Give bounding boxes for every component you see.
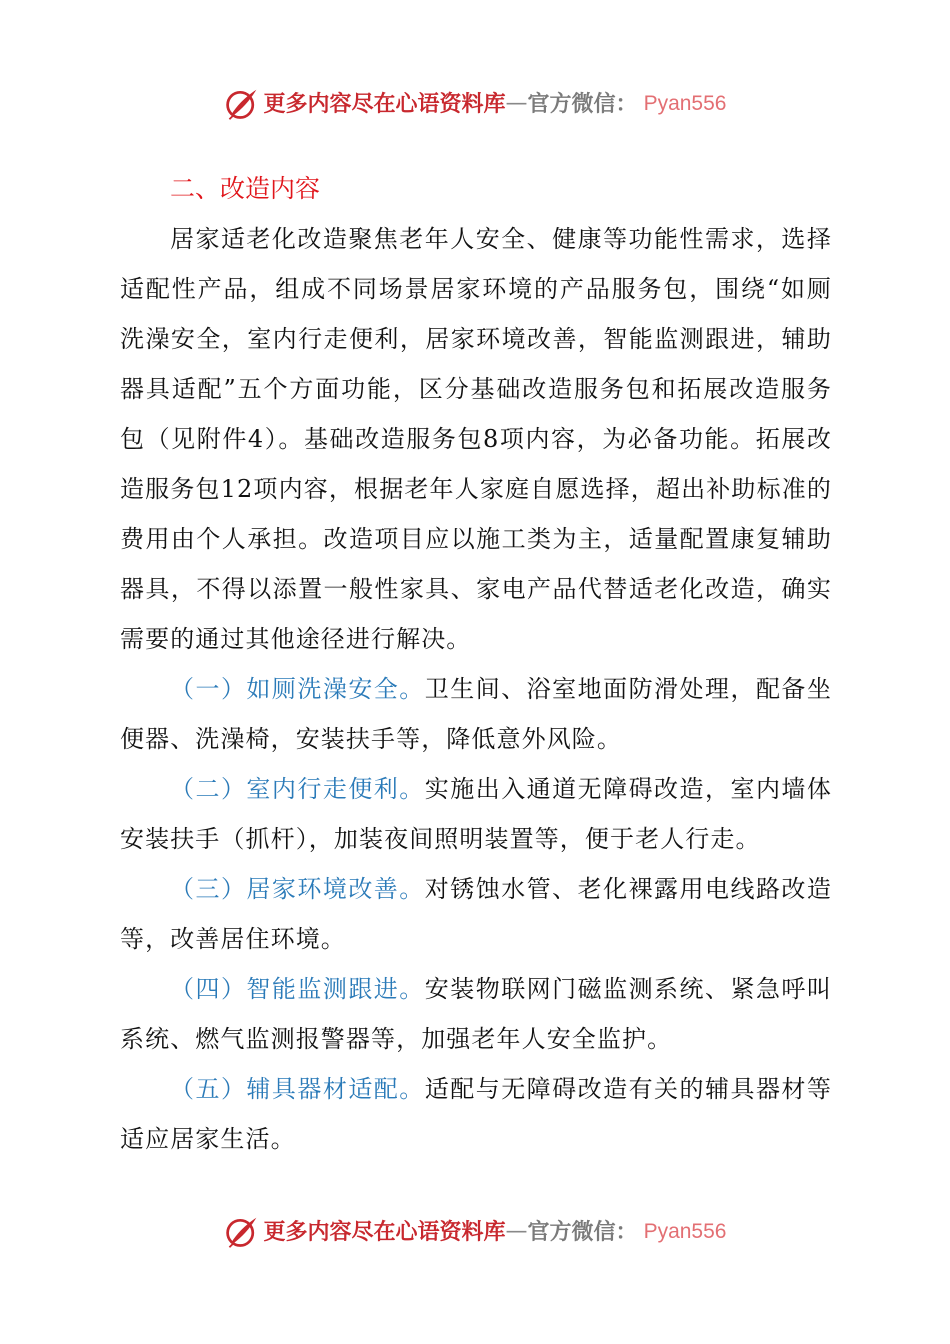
banner-wechat-id: Pyan556 <box>643 92 727 115</box>
item-body-3: 对锈蚀水管、老化裸露用电线路改造等，改善居住环境。 <box>120 875 832 953</box>
item-paragraph-2 <box>120 764 832 864</box>
item-paragraph-4 <box>120 964 832 1064</box>
item-paragraph-5 <box>120 1064 832 1164</box>
document-body <box>120 164 832 1164</box>
banner-main-text: 更多内容尽在心语资料库 <box>263 1219 506 1245</box>
item-body-5: 适配与无障碍改造有关的辅具器材等适应居家生活。 <box>120 1075 832 1153</box>
footer-watermark-banner <box>0 1214 950 1250</box>
banner-main-text: 更多内容尽在心语资料库 <box>263 91 506 117</box>
quill-pen-circle-icon <box>224 1214 260 1250</box>
item-body-2: 实施出入通道无障碍改造，室内墙体安装扶手（抓杆），加装夜间照明装置等，便于老人行走。 <box>120 775 832 853</box>
item-paragraph-1 <box>120 664 832 764</box>
banner-dash: — <box>505 1219 528 1244</box>
item-heading-1: （一）如厕洗澡安全。 <box>170 675 425 703</box>
banner-official-label: 官方微信： <box>527 1219 638 1245</box>
banner-wechat-id: Pyan556 <box>643 1220 727 1243</box>
item-heading-4: （四）智能监测跟进。 <box>170 975 425 1003</box>
item-heading-5: （五）辅具器材适配。 <box>170 1075 425 1103</box>
banner-dash: — <box>505 91 528 116</box>
item-body-4: 安装物联网门磁监测系统、紧急呼叫系统、燃气监测报警器等，加强老年人安全监护。 <box>120 975 832 1053</box>
quill-pen-circle-icon <box>224 86 260 122</box>
item-heading-3: （三）居家环境改善。 <box>170 875 425 903</box>
item-heading-2: （二）室内行走便利。 <box>170 775 425 803</box>
banner-official-label: 官方微信： <box>527 91 638 117</box>
item-paragraph-3 <box>120 864 832 964</box>
item-body-1: 卫生间、浴室地面防滑处理，配备坐便器、洗澡椅，安装扶手等，降低意外风险。 <box>120 675 832 753</box>
section-title: 二、改造内容 <box>170 174 321 203</box>
intro-paragraph: 居家适老化改造聚焦老年人安全、健康等功能性需求，选择适配性产品，组成不同场景居家环境的产品服务包，围绕“如厕洗澡安全，室内行走便利，居家环境改善，智能监测跟进，辅助器具适配”五个方面功能，区分基础改造服务包和拓展改造服务包（见附件4）。基础改造服务包8项内容，为必备功能。拓展改造服务包12项内容，根据老年人家庭自愿选择，超出补助标准的费用由个人承担。改造项目应以施工类为主，适量配置康复辅助器具，不得以添置一般性家具、家电产品代替适老化改造，确实需要的通过其他途径进行解决。 <box>120 225 832 653</box>
header-watermark-banner <box>0 86 950 122</box>
